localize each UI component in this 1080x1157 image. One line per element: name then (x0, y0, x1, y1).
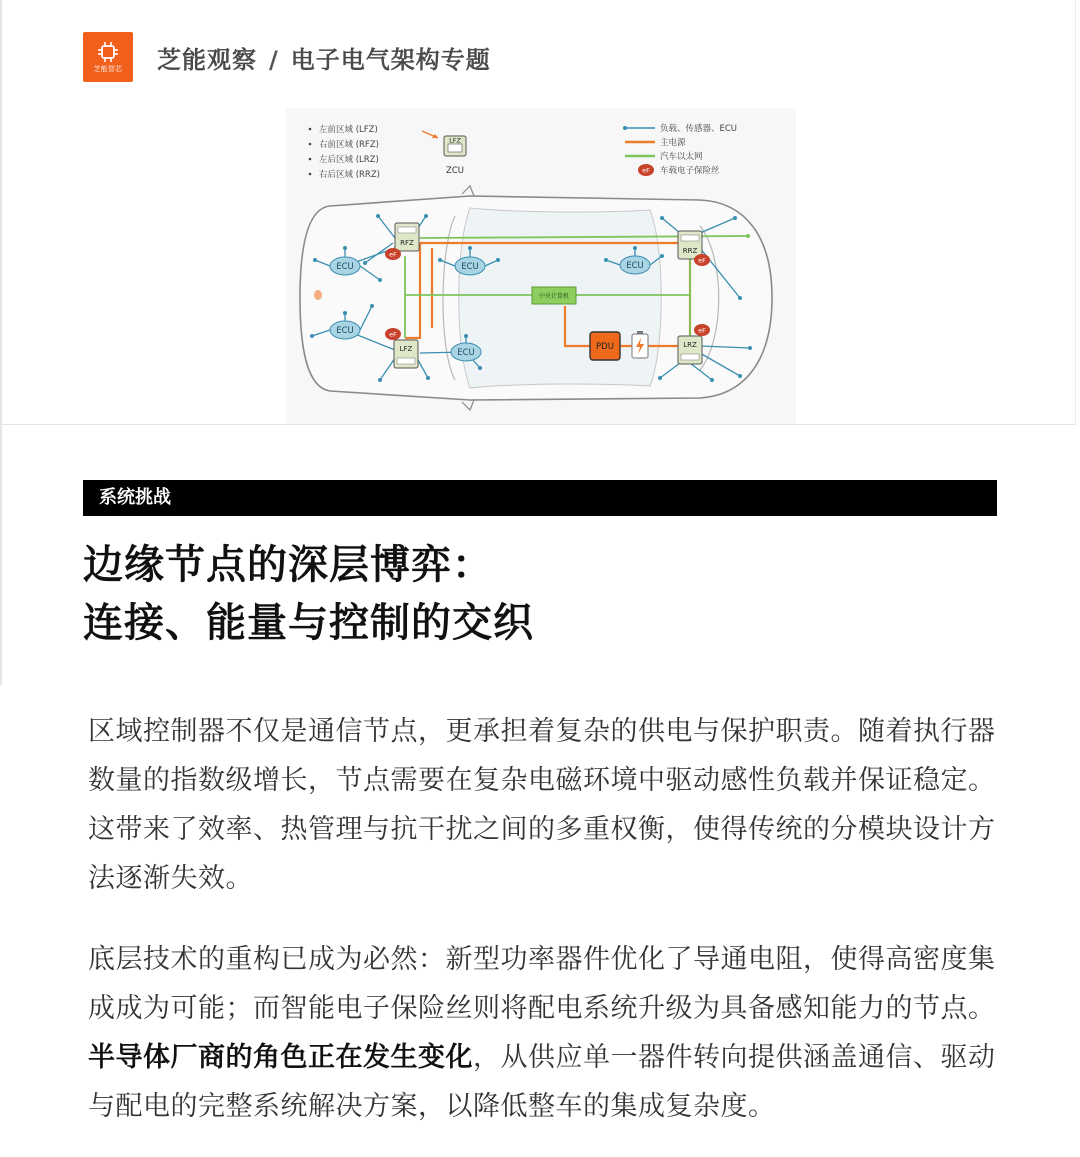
zone-label: RRZ (682, 247, 698, 255)
body-paragraph: 区域控制器不仅是通信节点，更承担着复杂的供电与保护职责。随着执行器数量的指数级增长，节点需要在复杂电磁环境中驱动感性负载并保证稳定。这带来了效率、热管理与抗干扰之间的多重权衡，使得传统的分模块设计方法逐渐失效。 (88, 716, 996, 894)
ecu-label: ECU (461, 262, 479, 272)
legend-item: 主电源 (660, 138, 686, 148)
zone-controller-lrz (678, 336, 702, 364)
architecture-diagram (0, 108, 1080, 424)
ecu-label: ECU (336, 326, 354, 336)
efuse-label: eF (389, 250, 397, 259)
charge-port-icon (314, 290, 322, 300)
header-title (157, 40, 491, 75)
zone-label: LFZ (399, 345, 413, 353)
pdu-label: PDU (596, 342, 614, 352)
emphasis-text: 半导体厂商的角色正在发生变化 (88, 1042, 473, 1073)
chip-icon (97, 41, 119, 63)
headline-line: 边缘节点的深层博弈： (83, 542, 493, 588)
battery-icon (632, 331, 648, 358)
zcu-caption: ZCU (446, 166, 464, 176)
zcu-sample-module (444, 136, 466, 156)
brand-logo[interactable] (83, 32, 133, 82)
legend-item: 汽车以太网 (660, 152, 703, 162)
topic-name[interactable]: 电子电气架构专题 (290, 45, 491, 74)
ecu-label: ECU (457, 348, 475, 358)
efuse-label: eF (698, 326, 706, 335)
zone-controller-rfz (395, 223, 419, 251)
paragraph-text: ，从供应单一器件转向提供涵盖通信、驱动与配电的完整系统解决方案，以降低整车的集成复杂度。 (88, 1042, 996, 1122)
ecu-label: ECU (626, 261, 644, 271)
article-headline (83, 536, 997, 652)
zone-list-item: 左后区域 (LRZ) (319, 155, 379, 165)
zone-label: LRZ (683, 341, 697, 349)
zone-list-item: 左前区域 (LFZ) (319, 125, 378, 135)
section-tag: 系统挑战 (83, 480, 997, 516)
efuse-label: eF (389, 330, 397, 339)
brand-name[interactable]: 芝能观察 (157, 45, 257, 74)
header (83, 32, 491, 82)
central-computer-label: 中央计算机 (538, 293, 570, 300)
legend-item: 车载电子保险丝 (660, 166, 720, 176)
breadcrumb-separator: / (269, 45, 279, 74)
zone-controller-lfz (394, 340, 418, 368)
headline-line: 连接、能量与控制的交织 (83, 600, 534, 646)
zcu-sample-label: LFZ (449, 136, 461, 145)
zone-list-item: 右后区域 (RRZ) (319, 170, 380, 180)
legend-item: 负载、传感器、ECU (660, 124, 738, 134)
ecu-label: ECU (336, 262, 354, 272)
zone-label: RFZ (400, 239, 414, 247)
zone-list-item: 右前区域 (RFZ) (319, 140, 379, 150)
divider (0, 424, 1076, 425)
paragraph-text: 底层技术的重构已成为必然：新型功率器件优化了导通电阻，使得高密度集成成为可能；而智能电子保险丝则将配电系统升级为具备感知能力的节点。 (88, 944, 996, 1024)
body-paragraph (88, 935, 1000, 1131)
legend-ef-badge: eF (642, 166, 650, 175)
diagram-svg (0, 108, 1080, 424)
logo-text: 芝能智芯 (93, 65, 123, 73)
efuse-label: eF (698, 256, 706, 265)
